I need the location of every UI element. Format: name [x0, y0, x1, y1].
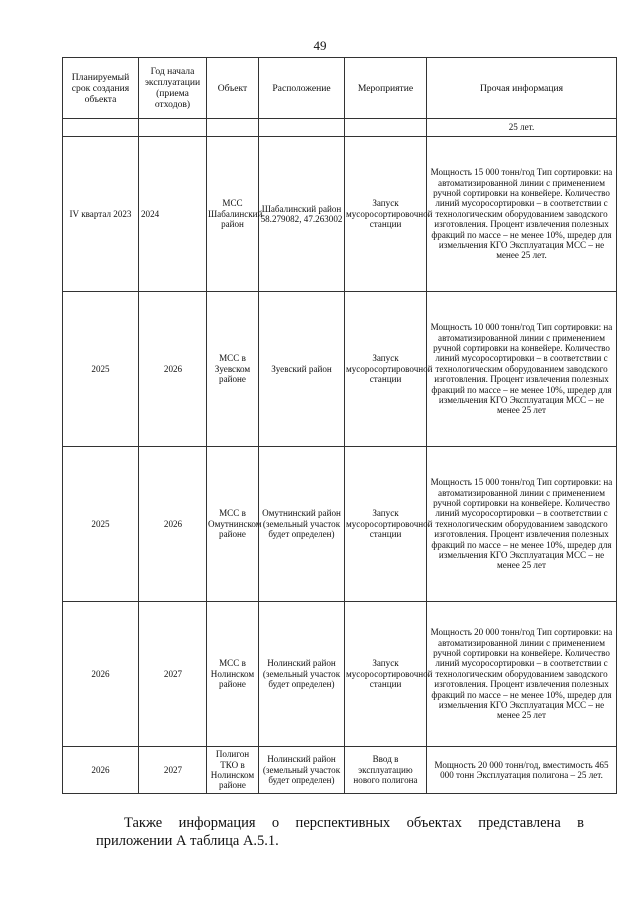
table-cell [63, 119, 139, 137]
table-cell-info: Мощность 10 000 тонн/год Тип сортировки: на автоматизированной линии с применением ручной сортировки на конвейере. Количество линий мусоросортировки – в соответствии с технологическим оборудованием заводского изготовления. Процент извлечения полезных фракций по массе – не менее 10%, шредер для измельчения КГО Эксплуатация МСС – не менее 25 лет [427, 292, 617, 447]
table-cell-info: Мощность 15 000 тонн/год Тип сортировки: на автоматизированной линии с применением ручной сортировки на конвейере. Количество линий мусоросортировки – в соответствии с технологическим оборудованием заводского изготовления. Процент извлечения полезных фракций по массе – не менее 10%, шредер для измельчения КГО Эксплуатация МСС – не менее 25 лет [427, 447, 617, 602]
table-cell-object: МСС в Омутнинском районе [207, 447, 259, 602]
table-cell-object: Полигон ТКО в Нолинском районе [207, 747, 259, 794]
table-cell-period: 2026 [63, 602, 139, 747]
header-start-year: Год начала эксплуатации (приема отходов) [139, 58, 207, 119]
table-cell-location: Омутнинский район (земельный участок будет определен) [259, 447, 345, 602]
table-row [63, 602, 617, 747]
table-cell-object: МСС Шабалинский район [207, 137, 259, 292]
table-cell-period: 2025 [63, 447, 139, 602]
page-number: 49 [313, 38, 327, 53]
table-cell-action: Запуск мусоросортировочной станции [345, 602, 427, 747]
header-action: Мероприятие [345, 58, 427, 119]
table-cell-action: Запуск мусоросортировочной станции [345, 292, 427, 447]
table-cell-start: 2024 [139, 137, 207, 292]
table-header-row [63, 58, 617, 119]
table-row [63, 137, 617, 292]
table-cell-period: 2025 [63, 292, 139, 447]
table-cell-period: IV квартал 2023 [63, 137, 139, 292]
table-cell-location: Нолинский район (земельный участок будет определен) [259, 602, 345, 747]
table-cell-info: Мощность 20 000 тонн/год Тип сортировки: на автоматизированной линии с применением ручной сортировки на конвейере. Количество линий мусоросортировки – в соответствии с технологическим оборудованием заводского изготовления. Процент извлечения полезных фракций по массе – не менее 10%, шредер для измельчения КГО Эксплуатация МСС – не менее 25 лет [427, 602, 617, 747]
table-cell-start: 2027 [139, 602, 207, 747]
table-cell [259, 119, 345, 137]
table-cell [345, 119, 427, 137]
table-cell [139, 119, 207, 137]
table-cell-start: 2026 [139, 292, 207, 447]
table-cell-location: Нолинский район (земельный участок будет определен) [259, 747, 345, 794]
table-row-continuation [63, 119, 617, 137]
prospective-objects-table [62, 57, 617, 794]
table-row [63, 292, 617, 447]
table-cell-object: МСС в Нолинском районе [207, 602, 259, 747]
table-cell-info: Мощность 15 000 тонн/год Тип сортировки: на автоматизированной линии с применением ручной сортировки на конвейере. Количество линий мусоросортировки – в соответствии с технологическим оборудованием заводского изготовления. Процент извлечения полезных фракций по массе – не менее 10%, шредер для измельчения КГО Эксплуатация МСС – не менее 25 лет. [427, 137, 617, 292]
table-cell [207, 119, 259, 137]
header-location: Расположение [259, 58, 345, 119]
table-row [63, 447, 617, 602]
table-cell-start: 2026 [139, 447, 207, 602]
footer-paragraph: Также информация о перспективных объектах представлена в приложении А таблица А.5.1. [96, 814, 584, 849]
table-cell-info: 25 лет. [427, 119, 617, 137]
table-row [63, 747, 617, 794]
header-planned-period: Планируемый срок создания объекта [63, 58, 139, 119]
table-cell-location: Шабалинский район 58.279082, 47.263002 [259, 137, 345, 292]
table-cell-object: МСС в Зуевском районе [207, 292, 259, 447]
table-cell-action: Запуск мусоросортировочной станции [345, 137, 427, 292]
table-cell-start: 2027 [139, 747, 207, 794]
table-cell-info: Мощность 20 000 тонн/год, вместимость 465 000 тонн Эксплуатация полигона – 25 лет. [427, 747, 617, 794]
table-cell-action: Запуск мусоросортировочной станции [345, 447, 427, 602]
table-cell-location: Зуевский район [259, 292, 345, 447]
table-cell-period: 2026 [63, 747, 139, 794]
header-other-info: Прочая информация [427, 58, 617, 119]
table-cell-action: Ввод в эксплуатацию нового полигона [345, 747, 427, 794]
header-object: Объект [207, 58, 259, 119]
